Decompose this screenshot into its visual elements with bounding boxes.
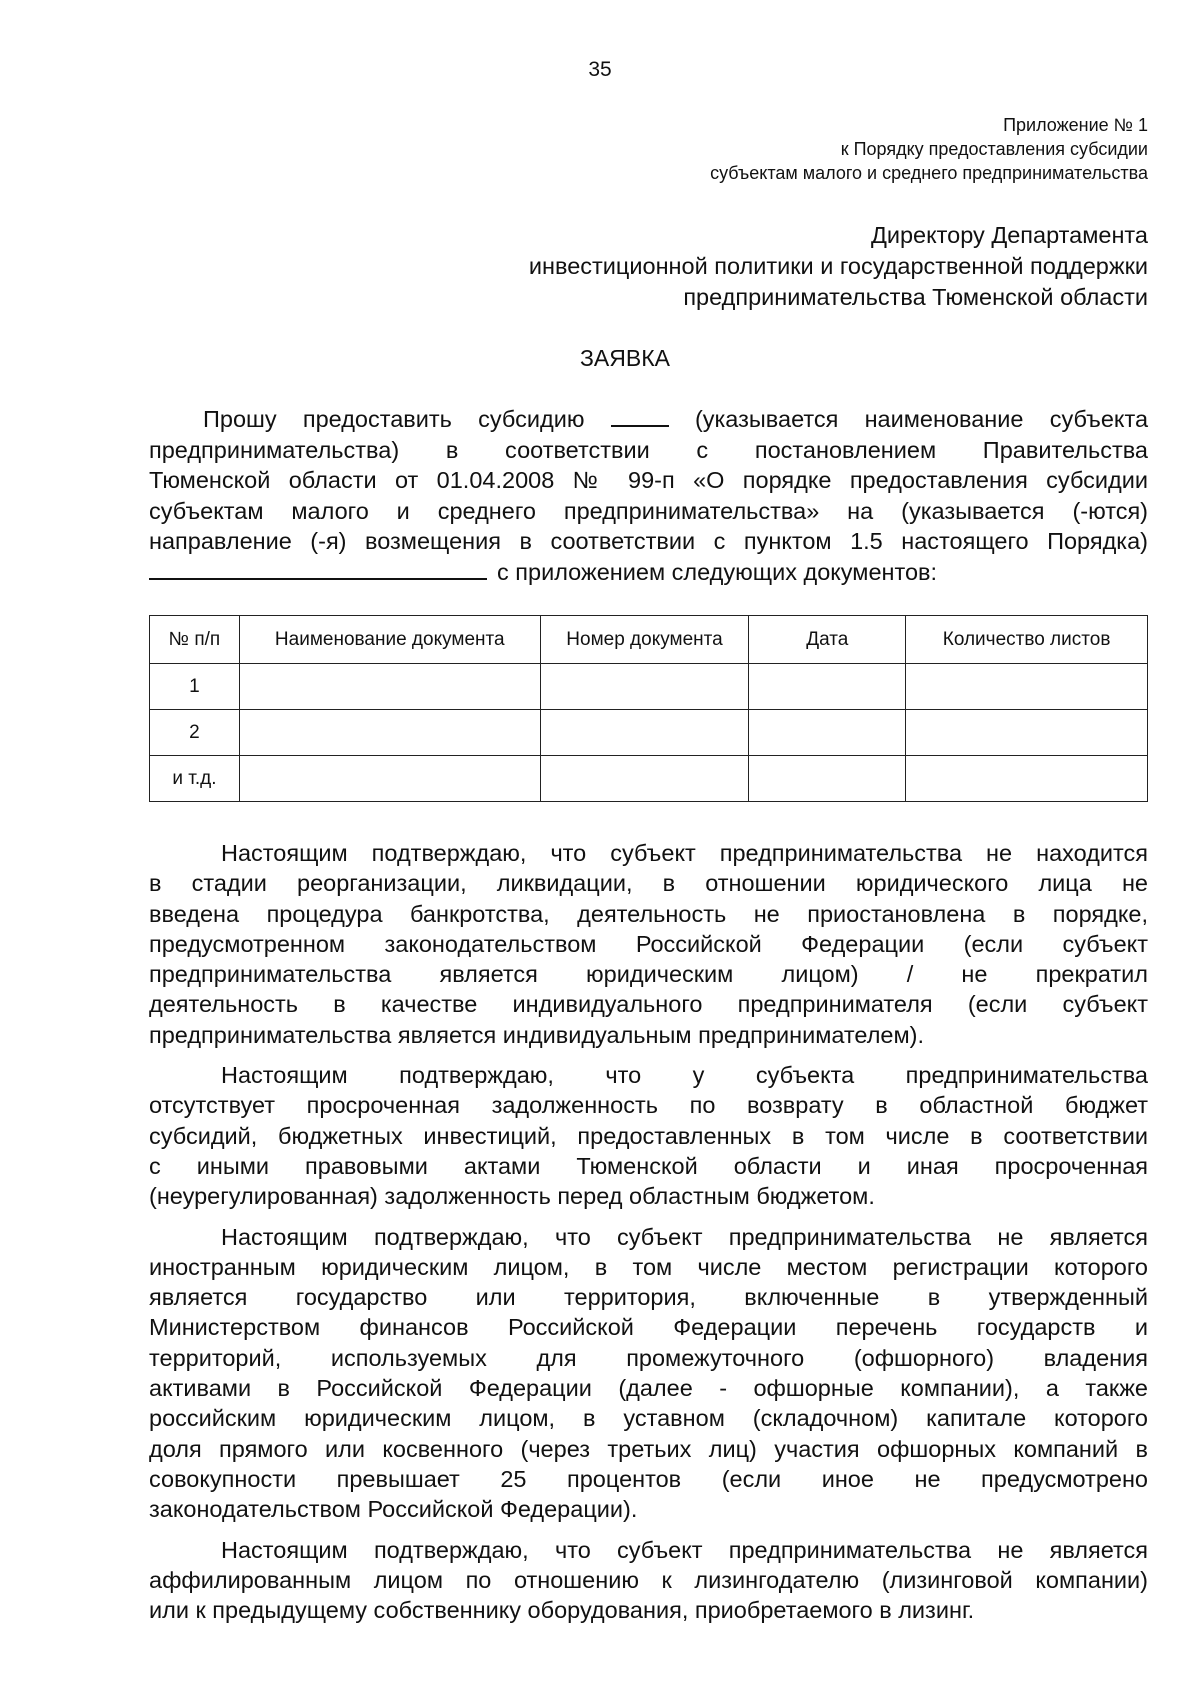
row-number-cell: и т.д. [150,756,240,802]
addressee-block [529,220,1148,313]
document-title: ЗАЯВКА [580,345,670,371]
confirmation-paragraph [149,1535,1148,1626]
request-line: предпринимательства) в соответствии с постановлением Правительства [149,436,1148,463]
table-row [150,756,1148,802]
table-header-row [150,616,1148,664]
sheet-count-cell[interactable] [906,664,1148,710]
paragraph-line: является государство или территория, включенные в утвержденный [149,1284,1148,1311]
paragraph-line: территорий, используемых для промежуточного (офшорного) владения [149,1344,1148,1371]
request-text: (указывается наименование субъекта [694,406,1149,432]
direction-blank[interactable] [149,558,487,580]
paragraph-line: Настоящим подтверждаю, что субъект предпринимательства не является [221,1223,1148,1250]
request-line: направление (-я) возмещения в соответствии с пунктом 1.5 настоящего Порядка) [149,528,1148,554]
date-cell[interactable] [749,710,906,756]
confirmation-section [149,838,1148,1635]
paragraph-line: аффилированным лицом по отношению к лизингодателю (лизинговой компании) [149,1566,1148,1593]
paragraph-line: с иными правовыми актами Тюменской области и иная просроченная [149,1152,1148,1179]
addressee-line: инвестиционной политики и государственной поддержки [528,253,1148,279]
paragraph-line: Настоящим подтверждаю, что субъект предпринимательства не является [221,1536,1148,1563]
document-number-cell[interactable] [540,710,749,756]
request-text: с приложением следующих документов: [497,558,938,585]
date-cell[interactable] [749,756,906,802]
paragraph-line: активами в Российской Федерации (далее - офшорные компании), а также [149,1375,1148,1402]
page-number: 35 [588,58,612,81]
column-header-number: № п/п [150,616,240,664]
document-number-cell[interactable] [540,756,749,802]
table-row [150,710,1148,756]
row-number-cell: 2 [150,710,240,756]
sheet-count-cell[interactable] [906,710,1148,756]
request-line: Тюменской области от 01.04.2008 № 99-п «О порядке предоставления субсидии [149,467,1148,493]
appendix-line: субъектам малого и среднего предпринимательства [710,163,1148,183]
paragraph-line: Настоящим подтверждаю, что у субъекта предпринимательства [221,1062,1148,1089]
addressee-line: предпринимательства Тюменской области [683,284,1148,310]
request-text: Прошу предоставить субсидию [203,406,585,432]
document-name-cell[interactable] [239,664,540,710]
paragraph-line: (неурегулированная) задолженность перед областным бюджетом. [149,1183,875,1210]
subject-name-blank[interactable] [611,405,669,427]
document-number-cell[interactable] [540,664,749,710]
paragraph-line: отсутствует просроченная задолженность по возврату в областной бюджет [149,1092,1148,1119]
table-row [150,664,1148,710]
confirmation-paragraph [149,838,1148,1050]
sheet-count-cell[interactable] [906,756,1148,802]
row-number-cell: 1 [150,664,240,710]
document-name-cell[interactable] [239,710,540,756]
documents-table [149,615,1148,802]
addressee-line: Директору Департамента [870,222,1148,248]
paragraph-line: иностранным юридическим лицом, в том числе местом регистрации которого [149,1253,1148,1280]
column-header-sheet-count: Количество листов [906,616,1148,664]
request-line [149,557,1148,588]
request-line: субъектам малого и среднего предпринимательства» на (указывается (-ются) [149,497,1148,524]
paragraph-line: в стадии реорганизации, ликвидации, в отношении юридического лица не [149,870,1148,897]
request-line [149,404,1148,435]
confirmation-paragraph [149,1222,1148,1525]
column-header-document-number: Номер документа [540,616,749,664]
request-paragraph [149,404,1148,587]
appendix-line: к Порядку предоставления субсидии [840,139,1148,159]
paragraph-line: совокупности превышает 25 процентов (если иное не предусмотрено [149,1465,1148,1492]
paragraph-line: введена процедура банкротства, деятельность не приостановлена в порядке, [149,900,1148,927]
column-header-date: Дата [749,616,906,664]
paragraph-line: Министерством финансов Российской Федерации перечень государств и [149,1314,1148,1341]
paragraph-line: российским юридическим лицом, в уставном (складочном) капитале которого [149,1405,1148,1432]
document-name-cell[interactable] [239,756,540,802]
paragraph-line: доля прямого или косвенного (через третьих лиц) участия офшорных компаний в [149,1435,1148,1462]
column-header-document-name: Наименование документа [239,616,540,664]
paragraph-line: предпринимательства является юридическим лицом) / не прекратил [149,961,1148,988]
paragraph-line: законодательством Российской Федерации). [149,1496,638,1523]
paragraph-line: деятельность в качестве индивидуального предпринимателя (если субъект [149,991,1148,1018]
paragraph-line: или к предыдущему собственнику оборудования, приобретаемого в лизинг. [149,1597,975,1624]
appendix-reference [710,113,1148,185]
paragraph-line: предпринимательства является индивидуальным предпринимателем). [149,1021,924,1048]
date-cell[interactable] [749,664,906,710]
paragraph-line: Настоящим подтверждаю, что субъект предпринимательства не находится [221,840,1148,866]
appendix-line: Приложение № 1 [1003,115,1148,135]
paragraph-line: предусмотренном законодательством Российской Федерации (если субъект [149,930,1148,957]
paragraph-line: субсидий, бюджетных инвестиций, предоставленных в том числе в соответствии [149,1122,1148,1149]
confirmation-paragraph [149,1060,1148,1211]
